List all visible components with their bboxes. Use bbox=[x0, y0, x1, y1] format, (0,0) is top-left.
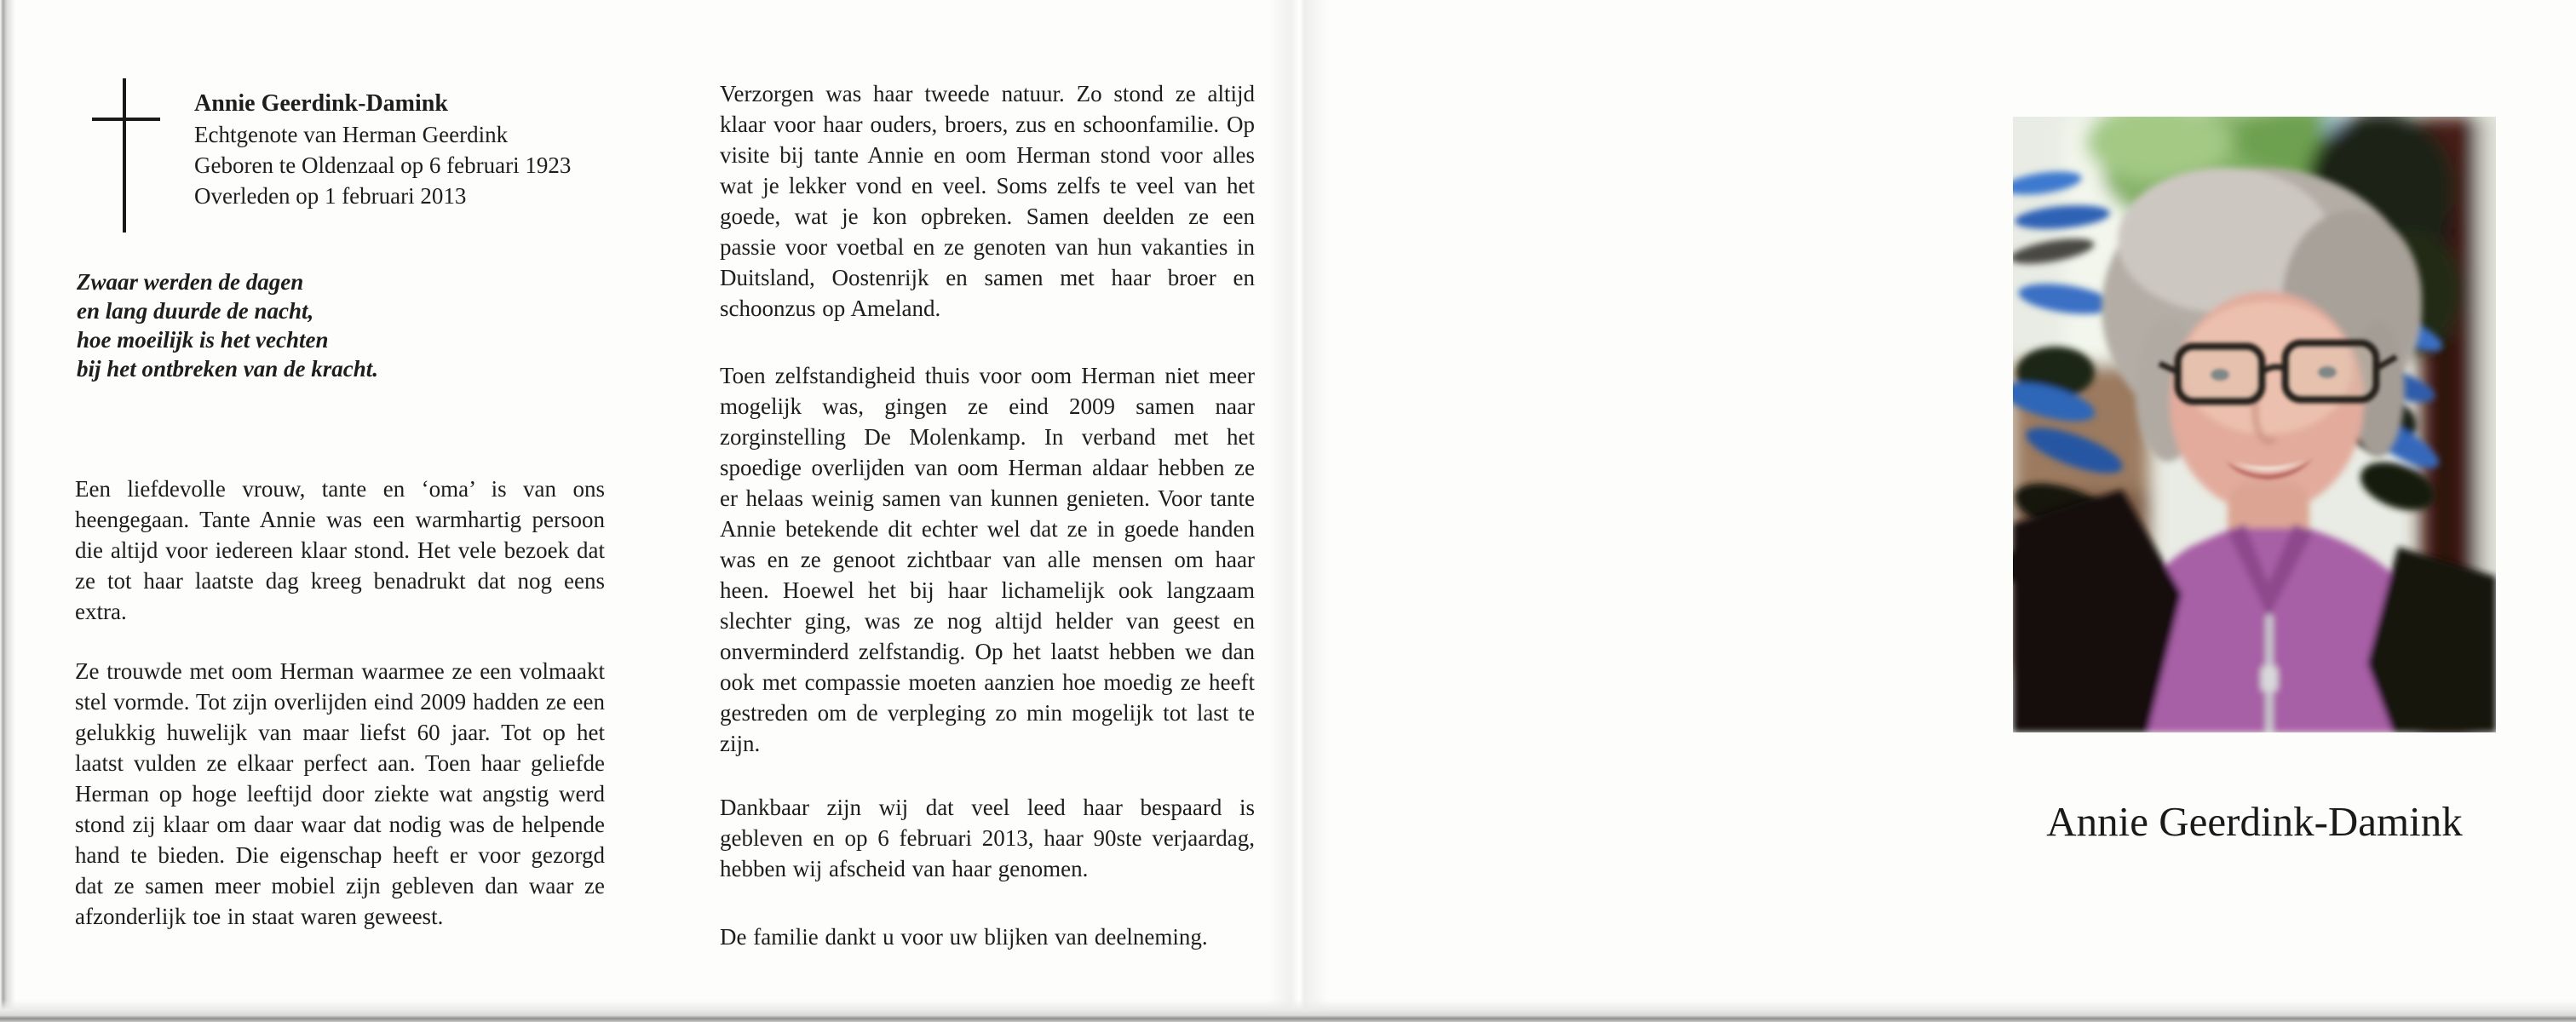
photo-caption: Annie Geerdink-Damink bbox=[2046, 798, 2463, 845]
scan-edge-bottom bbox=[0, 1000, 2576, 1022]
birth-line: Geboren te Oldenzaal op 6 februari 1923 bbox=[194, 152, 572, 178]
portrait-photo bbox=[2013, 117, 2496, 732]
spouse-line: Echtgenote van Herman Geerdink bbox=[194, 122, 509, 147]
left-column-paragraph: Een liefdevolle vrouw, tante en ‘oma’ is van ons heengegaan. Tante Annie was een warmhartig persoon die altijd voor iedereen klaar stond. Het vele bezoek dat ze tot haar laatste dag kreeg benadrukt dat nog eens extra. bbox=[75, 476, 605, 624]
left-column-paragraph: Ze trouwde met oom Herman waarmee ze een volmaakt stel vormde. Tot zijn overlijden eind 2009 hadden ze een gelukkig huwelijk van maar liefst 60 jaar. Tot op het laatst vulden ze elkaar perfect aan. Toen haar geliefde Herman op hoge leeftijd door ziekte wat angstig werd stond zij klaar om daar waar dat nodig was de helpende hand te bieden. Die eigenschap heeft er voor gezorgd dat ze samen meer mobiel zijn gebleven dan waar ze afzonderlijk toe in staat waren geweest. bbox=[75, 658, 605, 929]
header-block bbox=[194, 89, 620, 211]
scan-edge-left bbox=[0, 0, 15, 1022]
fold-crease bbox=[1268, 0, 1329, 1022]
memorial-poem bbox=[77, 267, 554, 383]
middle-column-paragraph: Verzorgen was haar tweede natuur. Zo stond ze altijd klaar voor haar ouders, broers, zus en schoonfamilie. Op visite bij tante Annie en oom Herman stond voor alles wat je lekker vond en veel. Soms zelfs te veel van het goede, wat je kon opbreken. Samen deelden ze een passie voor voetbal en ze genoten van hun vakanties in Duitsland, Oostenrijk en samen met haar broer en schoonzus op Ameland. bbox=[720, 81, 1255, 321]
death-line: Overleden op 1 februari 2013 bbox=[194, 183, 467, 209]
poem-line: en lang duurde de nacht, bbox=[77, 298, 314, 324]
latin-cross-icon bbox=[92, 78, 160, 233]
poem-line: Zwaar werden de dagen bbox=[77, 269, 304, 295]
middle-column-paragraph: Toen zelfstandigheid thuis voor oom Herman niet meer mogelijk was, gingen ze eind 2009 samen naar zorginstelling De Molenkamp. In verband met het spoedige overlijden van oom Herman aldaar hebben ze er helaas weinig samen van kunnen genieten. Voor tante Annie betekende dit echter wel dat ze in goede handen was en ze genoot zichtbaar van alle mensen om haar heen. Hoewel het bij haar lichamelijk ook langzaam slechter ging, was ze nog altijd helder van geest en onverminderd zelfstandig. Op het laatst hebben we dan ook met compassie moeten aanzien hoe moedig ze heeft gestreden om de verpleging zo min mogelijk tot last te zijn. bbox=[720, 363, 1255, 756]
poem-line: hoe moeilijk is het vechten bbox=[77, 327, 329, 353]
poem-line: bij het ontbreken van de kracht. bbox=[77, 356, 379, 382]
middle-column-paragraph: De familie dankt u voor uw blijken van deelneming. bbox=[720, 924, 1208, 950]
deceased-name: Annie Geerdink-Damink bbox=[194, 90, 448, 117]
middle-column-paragraph: Dankbaar zijn wij dat veel leed haar bespaard is gebleven en op 6 februari 2013, haar 90ste verjaardag, hebben wij afscheid van haar genomen. bbox=[720, 795, 1255, 881]
portrait-photo-illustration bbox=[2013, 117, 2496, 732]
